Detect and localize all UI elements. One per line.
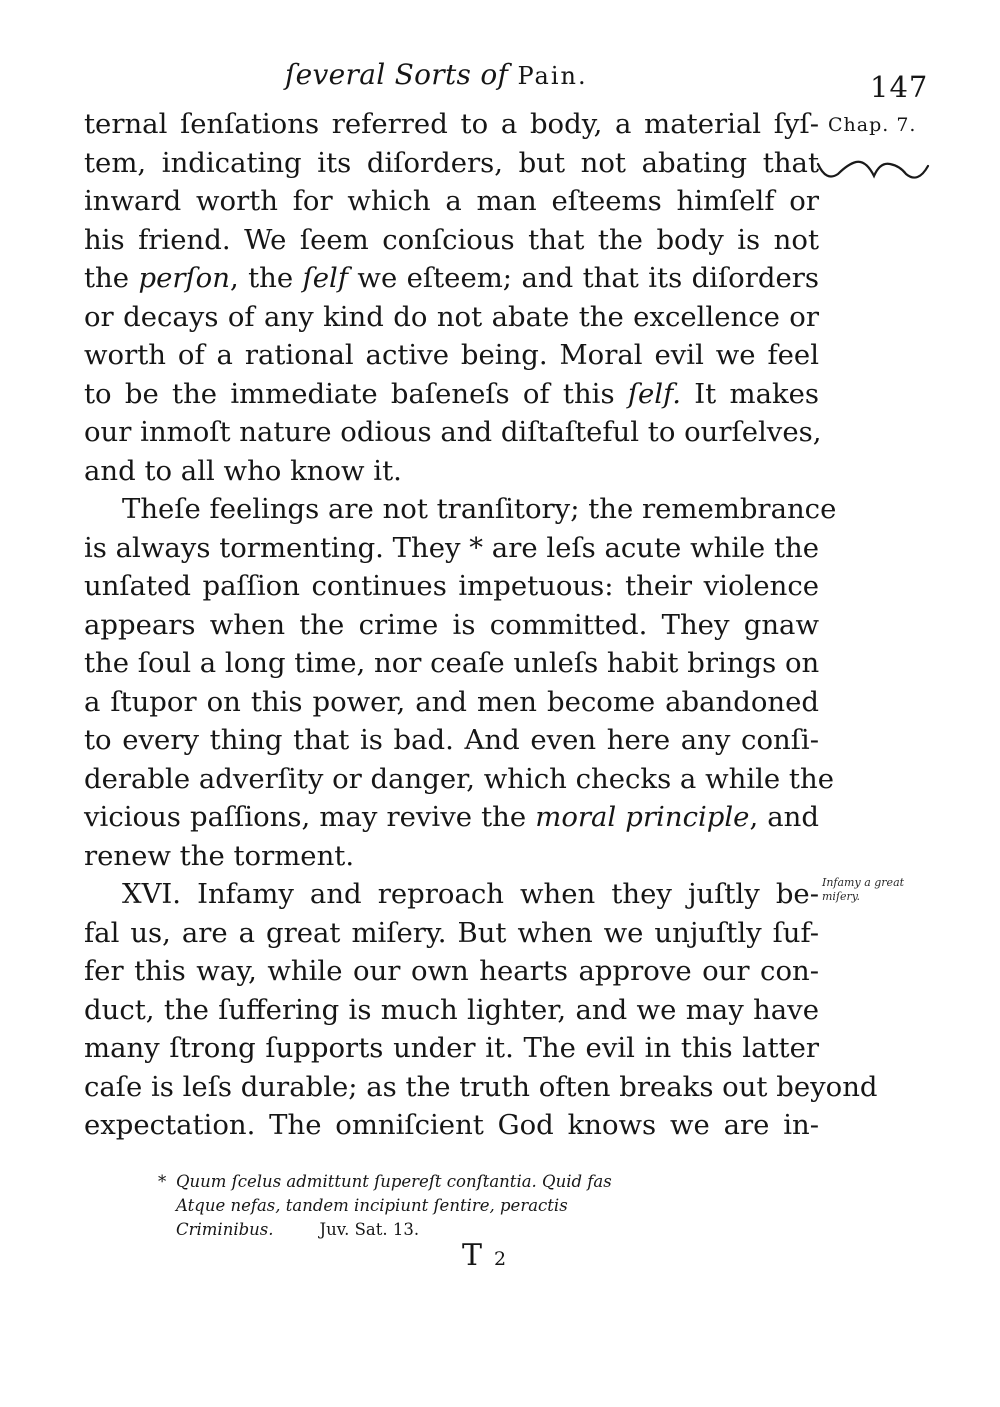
text-line	[84, 798, 819, 837]
footnote-source: Juv. Sat. 13.	[319, 1220, 420, 1239]
text-line: tem, indicating its diſorders, but not abating that	[84, 146, 819, 179]
text-line	[84, 259, 819, 298]
margin-note	[822, 876, 904, 904]
text-line: expectation. The omniſcient God knows we are in-	[84, 1109, 819, 1141]
running-head-italic: ſeveral Sorts of	[285, 58, 509, 91]
text-run: vicious paſſions, may revive the	[84, 801, 536, 833]
footnote-line	[158, 1218, 612, 1242]
text-run: , the	[229, 262, 303, 294]
italic-word: ſelf	[302, 262, 349, 294]
text-line: appears when the crime is committed. They gnaw	[84, 608, 819, 641]
running-head-caps: Pain.	[517, 62, 588, 90]
running-head	[285, 58, 588, 91]
footnote	[158, 1170, 612, 1242]
text-line: a ſtupor on this power, and men become abandoned	[84, 685, 819, 718]
margin-note-line: Infamy a great	[822, 876, 905, 889]
text-line: our inmoſt nature odious and diſtaſteful to ourſelves,	[84, 416, 822, 448]
footnote-text: Atque nefas, tandem incipiunt ſentire, peractis	[176, 1196, 568, 1215]
text-line: his friend. We ſeem conſcious that the body is not	[84, 223, 819, 256]
italic-word: moral principle	[535, 801, 750, 833]
margin-chapter-label: Chap. 7.	[828, 114, 917, 136]
text-run: we eſteem; and that its diſorders	[348, 262, 820, 294]
signature-number: 2	[494, 1248, 507, 1270]
text-run: Theſe feelings are not tranſitory; the remembrance	[122, 493, 837, 525]
text-line: worth of a rational active being. Moral evil we feel	[84, 339, 819, 371]
footnote-line	[158, 1194, 612, 1218]
page-number: 147	[870, 70, 929, 104]
text-line: is always tormenting. They * are leſs acute while the	[84, 531, 819, 564]
signature-mark	[462, 1238, 506, 1273]
text-line: unſated paſſion continues impetuous: their violence	[84, 570, 819, 602]
text-line	[84, 490, 837, 529]
text-line: fal us, are a great miſery. But when we unjuſtly ſuf-	[84, 916, 819, 949]
signature-letter: T	[462, 1238, 483, 1273]
text-line: renew the torment.	[84, 839, 355, 872]
text-line: to every thing that is bad. And even here any conſi-	[84, 724, 819, 756]
text-run: to be the immediate baſeneſs of this	[84, 377, 628, 410]
text-line: derable adverſity or danger, which checks a while the	[84, 762, 834, 795]
footnote-text: Quum ſcelus admittunt ſupereſt conſtantia. Quid fas	[176, 1172, 612, 1191]
footnote-line	[158, 1170, 612, 1194]
text-run: , and	[749, 801, 819, 833]
italic-word: ſelf.	[627, 377, 682, 410]
footnote-text: Criminibus.	[176, 1220, 274, 1239]
text-run: It makes	[681, 377, 820, 410]
text-line: ternal ſenſations referred to a body, a material ſyſ-	[84, 108, 819, 140]
margin-note-line: miſery.	[822, 890, 861, 903]
text-line	[84, 375, 819, 414]
text-line	[84, 875, 819, 914]
text-line: or decays of any kind do not abate the excellence or	[84, 300, 819, 333]
text-line: duct, the ſuffering is much lighter, and we may have	[84, 993, 819, 1026]
text-line: inward worth for which a man eſteems himſelf or	[84, 185, 819, 217]
text-line: caſe is leſs durable; as the truth often breaks out beyond	[84, 1070, 878, 1103]
italic-word: perſon	[138, 262, 230, 294]
text-run: XVI. Infamy and reproach when they juſtly be-	[122, 878, 819, 910]
text-line: many ſtrong ſupports under it. The evil in this latter	[84, 1032, 819, 1064]
text-line: the ſoul a long time, nor ceaſe unleſs habit brings on	[84, 647, 820, 679]
text-run: the	[84, 262, 139, 294]
text-line: fer this way, while our own hearts approve our con-	[84, 955, 819, 987]
ornament-icon	[814, 156, 934, 186]
footnote-marker: *	[158, 1172, 167, 1191]
text-line: and to all who know it.	[84, 454, 402, 487]
